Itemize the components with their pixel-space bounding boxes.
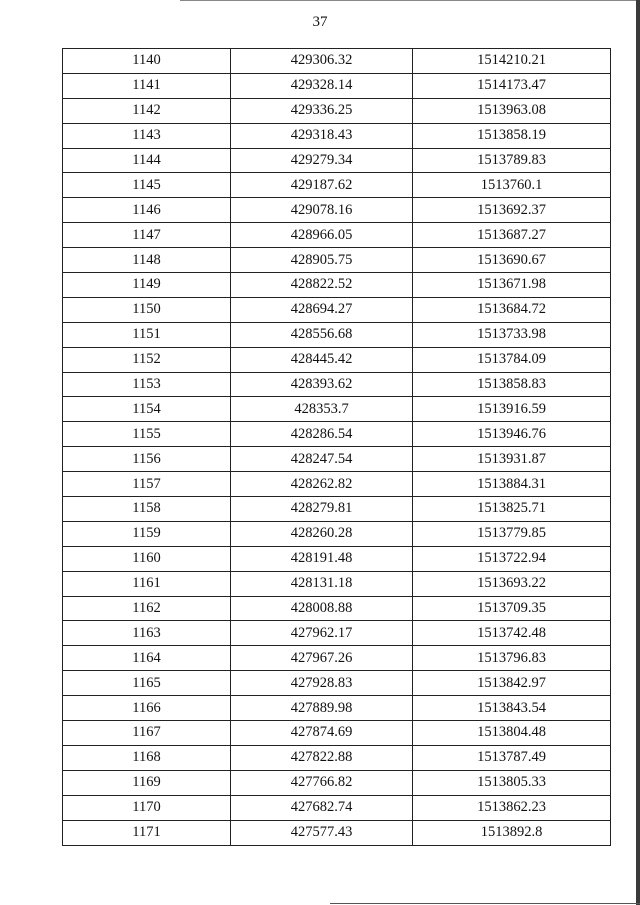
- y-coordinate-cell: 1513805.33: [413, 770, 611, 795]
- table-row: [63, 497, 611, 522]
- x-coordinate-cell: 428260.28: [231, 521, 413, 546]
- y-coordinate-cell: 1513709.35: [413, 596, 611, 621]
- table-row: [63, 795, 611, 820]
- x-coordinate-cell: 427766.82: [231, 770, 413, 795]
- y-coordinate-cell: 1513892.8: [413, 820, 611, 845]
- x-coordinate-cell: 428008.88: [231, 596, 413, 621]
- x-coordinate-cell: 428131.18: [231, 571, 413, 596]
- table-row: [63, 745, 611, 770]
- coordinates-table: [62, 48, 611, 846]
- table-row: [63, 646, 611, 671]
- point-number-cell: 1148: [63, 248, 231, 273]
- x-coordinate-cell: 428694.27: [231, 297, 413, 322]
- point-number-cell: 1160: [63, 546, 231, 571]
- table-row: [63, 198, 611, 223]
- table-row: [63, 671, 611, 696]
- point-number-cell: 1166: [63, 696, 231, 721]
- table-row: [63, 571, 611, 596]
- point-number-cell: 1168: [63, 745, 231, 770]
- point-number-cell: 1159: [63, 521, 231, 546]
- page-number: 37: [312, 14, 328, 30]
- y-coordinate-cell: 1513963.08: [413, 98, 611, 123]
- x-coordinate-cell: 428191.48: [231, 546, 413, 571]
- table-row: [63, 820, 611, 845]
- point-number-cell: 1147: [63, 223, 231, 248]
- table-row: [63, 223, 611, 248]
- point-number-cell: 1140: [63, 49, 231, 74]
- x-coordinate-cell: 428279.81: [231, 497, 413, 522]
- table-row: [63, 297, 611, 322]
- x-coordinate-cell: 428966.05: [231, 223, 413, 248]
- y-coordinate-cell: 1513733.98: [413, 322, 611, 347]
- point-number-cell: 1151: [63, 322, 231, 347]
- x-coordinate-cell: 427682.74: [231, 795, 413, 820]
- y-coordinate-cell: 1513796.83: [413, 646, 611, 671]
- y-coordinate-cell: 1513858.19: [413, 123, 611, 148]
- table-row: [63, 472, 611, 497]
- y-coordinate-cell: 1513684.72: [413, 297, 611, 322]
- y-coordinate-cell: 1513671.98: [413, 273, 611, 298]
- scan-bottom-edge: [330, 903, 640, 904]
- table-row: [63, 596, 611, 621]
- y-coordinate-cell: 1513693.22: [413, 571, 611, 596]
- x-coordinate-cell: 428822.52: [231, 273, 413, 298]
- scan-right-edge: [636, 0, 640, 905]
- point-number-cell: 1150: [63, 297, 231, 322]
- x-coordinate-cell: 427962.17: [231, 621, 413, 646]
- table-row: [63, 621, 611, 646]
- y-coordinate-cell: 1513787.49: [413, 745, 611, 770]
- y-coordinate-cell: 1513760.1: [413, 173, 611, 198]
- table-row: [63, 49, 611, 74]
- table-row: [63, 273, 611, 298]
- y-coordinate-cell: 1513884.31: [413, 472, 611, 497]
- y-coordinate-cell: 1513916.59: [413, 397, 611, 422]
- x-coordinate-cell: 429187.62: [231, 173, 413, 198]
- point-number-cell: 1167: [63, 721, 231, 746]
- y-coordinate-cell: 1513825.71: [413, 497, 611, 522]
- x-coordinate-cell: 428905.75: [231, 248, 413, 273]
- table-row: [63, 397, 611, 422]
- table-row: [63, 98, 611, 123]
- y-coordinate-cell: 1513858.83: [413, 372, 611, 397]
- table-row: [63, 173, 611, 198]
- y-coordinate-cell: 1514173.47: [413, 73, 611, 98]
- x-coordinate-cell: 429336.25: [231, 98, 413, 123]
- y-coordinate-cell: 1513946.76: [413, 422, 611, 447]
- table-row: [63, 770, 611, 795]
- point-number-cell: 1155: [63, 422, 231, 447]
- x-coordinate-cell: 429078.16: [231, 198, 413, 223]
- y-coordinate-cell: 1513690.67: [413, 248, 611, 273]
- table-row: [63, 696, 611, 721]
- x-coordinate-cell: 427889.98: [231, 696, 413, 721]
- x-coordinate-cell: 427874.69: [231, 721, 413, 746]
- point-number-cell: 1145: [63, 173, 231, 198]
- table-row: [63, 422, 611, 447]
- x-coordinate-cell: 428556.68: [231, 322, 413, 347]
- y-coordinate-cell: 1513789.83: [413, 148, 611, 173]
- point-number-cell: 1162: [63, 596, 231, 621]
- y-coordinate-cell: 1513843.54: [413, 696, 611, 721]
- table-row: [63, 721, 611, 746]
- point-number-cell: 1149: [63, 273, 231, 298]
- y-coordinate-cell: 1513931.87: [413, 447, 611, 472]
- x-coordinate-cell: 428262.82: [231, 472, 413, 497]
- x-coordinate-cell: 427967.26: [231, 646, 413, 671]
- x-coordinate-cell: 427928.83: [231, 671, 413, 696]
- y-coordinate-cell: 1513779.85: [413, 521, 611, 546]
- x-coordinate-cell: 428445.42: [231, 347, 413, 372]
- y-coordinate-cell: 1513687.27: [413, 223, 611, 248]
- point-number-cell: 1141: [63, 73, 231, 98]
- coordinates-table-body: [63, 49, 611, 846]
- table-row: [63, 546, 611, 571]
- point-number-cell: 1152: [63, 347, 231, 372]
- point-number-cell: 1153: [63, 372, 231, 397]
- table-row: [63, 521, 611, 546]
- x-coordinate-cell: 428353.7: [231, 397, 413, 422]
- point-number-cell: 1161: [63, 571, 231, 596]
- point-number-cell: 1154: [63, 397, 231, 422]
- point-number-cell: 1171: [63, 820, 231, 845]
- y-coordinate-cell: 1513804.48: [413, 721, 611, 746]
- table-row: [63, 248, 611, 273]
- y-coordinate-cell: 1514210.21: [413, 49, 611, 74]
- y-coordinate-cell: 1513742.48: [413, 621, 611, 646]
- x-coordinate-cell: 428247.54: [231, 447, 413, 472]
- point-number-cell: 1169: [63, 770, 231, 795]
- y-coordinate-cell: 1513722.94: [413, 546, 611, 571]
- x-coordinate-cell: 427577.43: [231, 820, 413, 845]
- table-row: [63, 123, 611, 148]
- point-number-cell: 1163: [63, 621, 231, 646]
- point-number-cell: 1144: [63, 148, 231, 173]
- table-row: [63, 372, 611, 397]
- x-coordinate-cell: 429318.43: [231, 123, 413, 148]
- x-coordinate-cell: 428393.62: [231, 372, 413, 397]
- x-coordinate-cell: 429328.14: [231, 73, 413, 98]
- y-coordinate-cell: 1513692.37: [413, 198, 611, 223]
- point-number-cell: 1165: [63, 671, 231, 696]
- point-number-cell: 1157: [63, 472, 231, 497]
- x-coordinate-cell: 429279.34: [231, 148, 413, 173]
- point-number-cell: 1170: [63, 795, 231, 820]
- point-number-cell: 1146: [63, 198, 231, 223]
- y-coordinate-cell: 1513862.23: [413, 795, 611, 820]
- scan-top-edge: [180, 0, 640, 1]
- x-coordinate-cell: 428286.54: [231, 422, 413, 447]
- table-row: [63, 73, 611, 98]
- point-number-cell: 1143: [63, 123, 231, 148]
- table-row: [63, 148, 611, 173]
- x-coordinate-cell: 427822.88: [231, 745, 413, 770]
- table-row: [63, 322, 611, 347]
- point-number-cell: 1158: [63, 497, 231, 522]
- point-number-cell: 1142: [63, 98, 231, 123]
- point-number-cell: 1164: [63, 646, 231, 671]
- y-coordinate-cell: 1513784.09: [413, 347, 611, 372]
- x-coordinate-cell: 429306.32: [231, 49, 413, 74]
- table-row: [63, 447, 611, 472]
- point-number-cell: 1156: [63, 447, 231, 472]
- y-coordinate-cell: 1513842.97: [413, 671, 611, 696]
- table-row: [63, 347, 611, 372]
